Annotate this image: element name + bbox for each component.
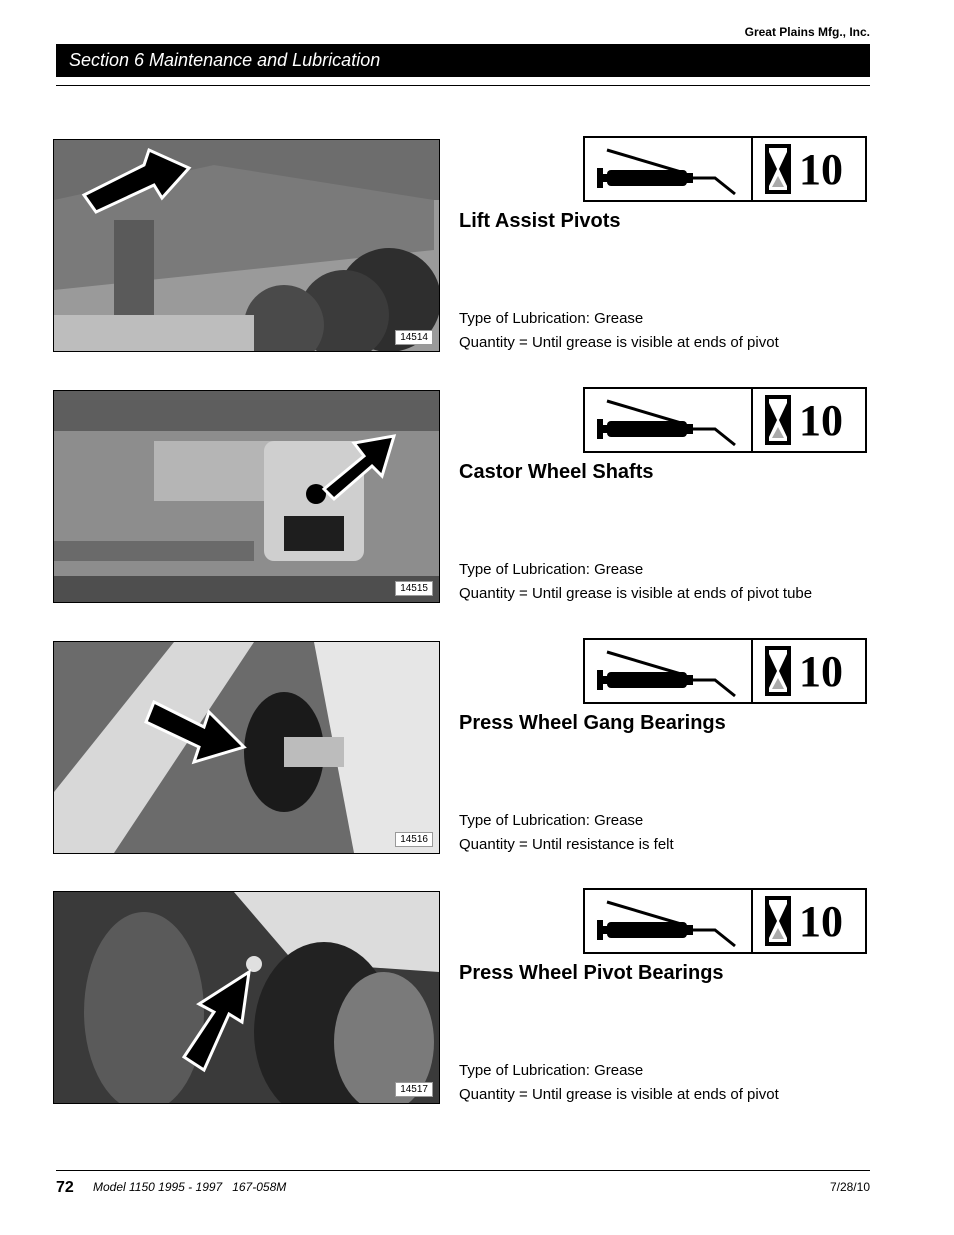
lube-quantity: Quantity = Until resistance is felt bbox=[459, 836, 674, 853]
revision-date: 7/28/10 bbox=[829, 1180, 870, 1194]
item-title: Castor Wheel Shafts bbox=[459, 461, 654, 483]
grease-gun-icon bbox=[585, 138, 753, 200]
photo-press-wheel-pivot-bearings bbox=[53, 891, 440, 1104]
footer-rule bbox=[56, 1170, 870, 1171]
lube-interval-box bbox=[583, 888, 867, 954]
company-name: Great Plains Mfg., Inc. bbox=[744, 25, 870, 39]
item-title: Press Wheel Gang Bearings bbox=[459, 712, 726, 734]
figure-number: 14517 bbox=[395, 1082, 433, 1097]
item-title: Lift Assist Pivots bbox=[459, 210, 621, 232]
model-info: Model 1150 1995 - 1997 167-058M bbox=[93, 1180, 287, 1194]
photo-castor-wheel-shafts bbox=[53, 390, 440, 603]
lube-item bbox=[53, 139, 873, 354]
photo-press-wheel-gang-bearings bbox=[53, 641, 440, 854]
figure-number: 14514 bbox=[395, 330, 433, 345]
figure-number: 14516 bbox=[395, 832, 433, 847]
hourglass-icon bbox=[765, 896, 791, 946]
grease-gun-icon bbox=[585, 890, 753, 952]
lube-quantity: Quantity = Until grease is visible at ends of pivot bbox=[459, 334, 779, 351]
header-rule bbox=[56, 85, 870, 86]
lube-interval-box bbox=[583, 136, 867, 202]
hourglass-icon bbox=[765, 144, 791, 194]
lube-item bbox=[53, 891, 873, 1106]
photo-lift-assist-pivots bbox=[53, 139, 440, 352]
lube-type: Type of Lubrication: Grease bbox=[459, 812, 644, 829]
section-header: Section 6 Maintenance and Lubrication bbox=[56, 44, 870, 77]
lube-interval-box bbox=[583, 387, 867, 453]
page-number: 72 bbox=[56, 1179, 74, 1196]
hourglass-icon bbox=[765, 646, 791, 696]
interval-hours: 10 bbox=[799, 144, 843, 194]
figure-number: 14515 bbox=[395, 581, 433, 596]
item-title: Press Wheel Pivot Bearings bbox=[459, 962, 724, 984]
lube-item bbox=[53, 390, 873, 605]
lube-quantity: Quantity = Until grease is visible at ends of pivot tube bbox=[459, 585, 813, 602]
lube-item bbox=[53, 641, 873, 856]
grease-gun-icon bbox=[585, 640, 753, 702]
lube-interval-box bbox=[583, 638, 867, 704]
grease-gun-icon bbox=[585, 389, 753, 451]
hourglass-icon bbox=[765, 395, 791, 445]
interval-hours: 10 bbox=[799, 646, 843, 696]
lube-type: Type of Lubrication: Grease bbox=[459, 310, 644, 327]
lube-type: Type of Lubrication: Grease bbox=[459, 1062, 644, 1079]
interval-hours: 10 bbox=[799, 395, 843, 445]
lube-type: Type of Lubrication: Grease bbox=[459, 561, 644, 578]
lube-quantity: Quantity = Until grease is visible at ends of pivot bbox=[459, 1086, 779, 1103]
interval-hours: 10 bbox=[799, 896, 843, 946]
